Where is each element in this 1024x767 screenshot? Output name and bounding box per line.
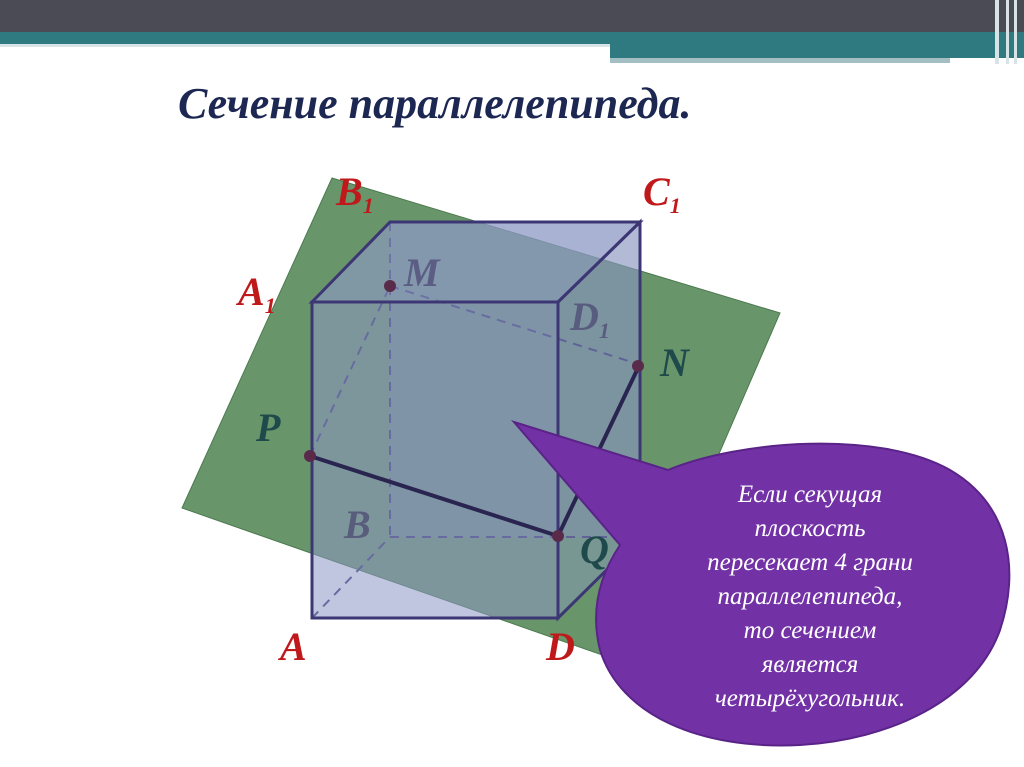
- vertex-label-d: D: [546, 624, 575, 669]
- point-p-marker: [304, 450, 316, 462]
- point-q-marker: [552, 530, 564, 542]
- point-label-n: N: [660, 340, 689, 385]
- point-n-marker: [632, 360, 644, 372]
- point-m-marker: [384, 280, 396, 292]
- callout-line: пересекает 4 грани: [707, 549, 913, 576]
- callout-line: является: [761, 651, 859, 678]
- vertex-label-b1: $B_1$: [336, 169, 374, 218]
- vertex-label-d1: $D_1$: [570, 294, 610, 343]
- vertex-label-b: B: [344, 502, 371, 547]
- page-title: Сечение параллелепипеда.: [178, 79, 692, 128]
- callout-line: четырёхугольник.: [714, 685, 906, 712]
- callout-line: плоскость: [754, 515, 866, 542]
- point-label-q: Q: [580, 527, 609, 572]
- vertex-label-a1: $A_1$: [238, 269, 276, 318]
- vertex-label-c1: $C_1$: [643, 169, 681, 218]
- callout-line: Если секущая: [737, 481, 883, 508]
- point-label-p: P: [256, 405, 281, 450]
- point-label-m: M: [404, 250, 440, 295]
- callout-text: [640, 478, 980, 716]
- callout-line: параллелепипеда,: [717, 583, 903, 610]
- vertex-label-a: A: [280, 624, 307, 669]
- box-front-face: [312, 302, 558, 618]
- callout-line: то сечением: [743, 617, 877, 644]
